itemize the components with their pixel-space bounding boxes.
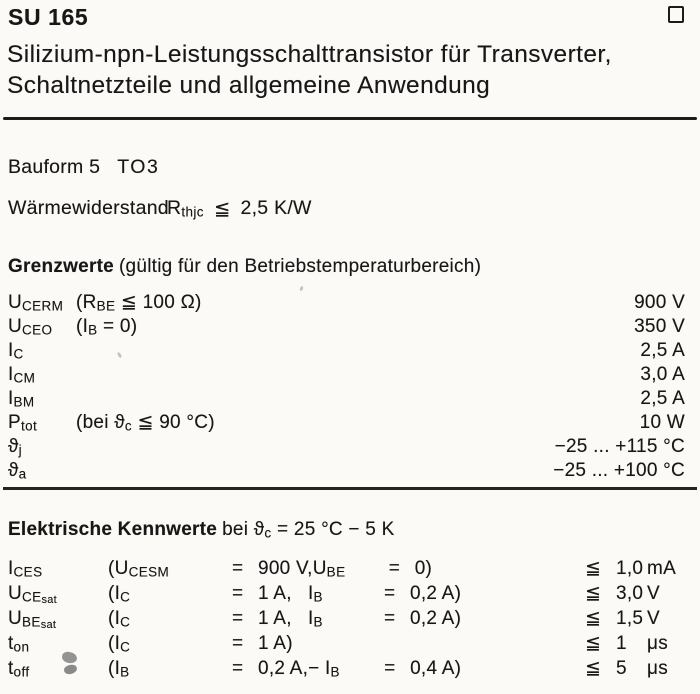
sym2-pre: I [308,608,314,629]
condition-symbol-1 [108,606,232,631]
table-row [8,631,697,656]
symbol-sub: BM [13,394,35,410]
symbol-main: U [8,583,22,604]
relation-sign: ≦ [585,658,602,679]
limit-number: 5 [616,658,627,679]
limit-value: 900 V [634,292,685,313]
cond-post: = 0) [97,316,138,337]
symbol-main: P [8,412,21,433]
limit-value: 350 V [634,316,685,337]
thermal-symbol [167,197,204,221]
table-row [8,411,691,435]
symbol-sub: j [18,442,23,458]
parameter-symbol [8,581,108,606]
parameter-symbol [8,315,76,339]
test-condition [76,291,202,315]
cond-post: = 25 °C − 5 K [271,519,395,540]
sym2-sub: B [313,589,323,605]
equals-sign: = [232,558,244,579]
symbol-main: t [8,658,14,679]
cond-post: ≦ 90 °C) [132,412,215,433]
symbol-main: U [8,608,22,629]
equals-sign: = [232,633,244,654]
grenzwerte-heading [8,256,481,278]
symbol-sub: CERM [21,298,64,314]
sym2-sub: BE [326,564,346,580]
condition-value-2: 0) [414,558,433,579]
horizontal-rule-middle [3,487,697,490]
description-line-1: Silizium-npn-Leistungsschalttransistor für Transverter, [7,41,612,68]
condition-value-2: 0,2 A) [410,608,462,629]
relation-sign: ≦ [585,608,602,629]
condition-symbol-2 [308,606,384,631]
limit-value: −25 ... +100 °C [553,460,685,481]
relation-sign: ≦ [585,558,602,579]
kennwerte-heading [8,519,395,541]
test-condition [76,411,215,435]
cond-pre: (bei ϑ [76,412,125,433]
equals-sign: = [388,558,401,579]
open-sub: B [120,664,130,680]
symbol-sub: BE [21,614,41,630]
cond-pre: (I [76,316,89,337]
condition-symbol-1 [108,556,232,581]
condition-value-1: 0,2 A, [258,658,309,679]
package-type: TO3 [117,156,160,178]
table-row [8,459,691,483]
package-line [8,156,159,179]
equals-sign: = [232,658,244,679]
symbol-sub: on [13,639,30,655]
cond-sub: BE [96,298,116,314]
limit-unit: μs [647,633,668,654]
symbol-main: I [8,340,14,361]
condition-symbol-1 [108,656,232,681]
condition-value-1: 900 V, [258,558,313,579]
symbol-sub: C [13,346,24,362]
equals-sign [384,631,410,656]
equals-sign: = [384,658,396,679]
table-row [8,315,691,339]
heading-condition [222,519,395,540]
open-sub: CESM [128,564,170,580]
limit-value: −25 ... +115 °C [554,436,685,457]
condition-value-1: 1 A, [258,583,292,604]
condition-value-1: 1 A) [258,633,293,654]
symbol-main: R [167,197,182,219]
condition-value-1: 1 A, [258,608,292,629]
parameter-symbol [8,631,108,656]
relation-sign: ≦ [585,633,602,654]
limit-unit: V [647,608,660,629]
bauform-label: Bauform 5 [8,156,101,178]
horizontal-rule-top [3,117,697,120]
symbol-sub2: sat [41,594,57,606]
limit-value: 10 W [639,412,685,433]
table-row [8,435,691,459]
description-line-2: Schaltnetzteile und allgemeine Anwendung [7,72,491,99]
kennwerte-table [8,556,697,681]
condition-symbol-1 [108,581,232,606]
open-pre: (I [108,658,121,679]
open-pre: (I [108,633,121,654]
limit-number: 1,5 [616,608,644,629]
parameter-symbol [8,459,76,483]
corner-square-mark [668,6,684,23]
thermal-resistance-line [8,197,312,221]
symbol-main: t [8,633,14,654]
condition-value-2: 0,2 A) [410,583,462,604]
parameter-symbol [8,339,76,363]
sym2-pre: I [308,583,314,604]
symbol-main: I [8,364,14,385]
parameter-symbol [8,411,76,435]
heading-rest: (gültig für den Betriebstemperaturbereich) [118,256,482,277]
test-condition [76,315,137,339]
symbol-main: I [8,388,14,409]
cond-sub: c [264,525,272,541]
relation-sign: ≦ [585,583,602,604]
relation-sign: ≦ [213,198,231,220]
equals-sign: = [384,608,396,629]
thermal-label: Wärmewiderstand [8,197,169,219]
open-pre: (I [108,608,121,629]
condition-symbol-2 [308,631,384,656]
parameter-symbol [8,435,76,459]
condition-symbol-2 [313,556,389,581]
grenzwerte-table [8,291,691,483]
parameter-symbol [8,556,108,581]
symbol-sub: CEO [21,322,53,338]
open-pre: (U [108,558,129,579]
limit-unit: mA [647,558,676,579]
table-row [8,606,697,631]
symbol-main: ϑ [8,460,19,481]
symbol-sub: thjc [181,204,204,220]
equals-sign: = [384,583,396,604]
heading-bold: Grenzwerte [8,256,114,277]
cond-sub: c [124,418,133,434]
table-row [8,656,697,681]
limit-unit: μs [647,658,668,679]
sym2-pre: − I [308,658,331,679]
condition-value-2: 0,4 A) [410,658,462,679]
limit-value: 3,0 A [640,364,685,385]
parameter-symbol [8,387,76,411]
table-row [8,581,697,606]
condition-symbol-2 [308,581,384,606]
table-row [8,387,691,411]
parameter-symbol [8,291,76,315]
symbol-main: U [8,292,22,313]
open-pre: (I [108,583,121,604]
parameter-symbol [8,656,108,681]
sym2-sub: B [330,664,340,680]
cond-pre: (R [76,292,97,313]
symbol-sub: CES [13,564,43,580]
symbol-sub: off [13,664,30,680]
symbol-main: ϑ [8,436,19,457]
symbol-main: I [8,558,14,579]
table-row [8,556,697,581]
sym2-pre: U [312,558,327,579]
symbol-main: U [8,316,22,337]
limit-unit: V [647,583,660,604]
open-sub: C [120,639,131,655]
symbol-sub: a [18,466,27,482]
symbol-sub: CM [13,370,36,386]
table-row [8,291,691,315]
symbol-sub: CE [21,589,42,605]
condition-symbol-1 [108,631,232,656]
limit-number: 1 [616,633,627,654]
limit-number: 1,0 [616,558,644,579]
symbol-sub: tot [20,418,38,434]
parameter-symbol [8,606,108,631]
sym2-sub: B [313,614,323,630]
parameter-symbol [8,363,76,387]
device-description [7,39,612,101]
heading-bold: Elektrische Kennwerte [8,519,218,540]
condition-symbol-2 [308,656,384,681]
cond-pre: bei ϑ [222,519,265,540]
open-sub: C [120,614,131,630]
cond-sub: B [88,322,98,338]
limit-value: 2,5 A [640,340,685,361]
symbol-sub2: sat [40,619,57,631]
cond-post: ≦ 100 Ω) [115,292,202,313]
table-row [8,339,691,363]
limit-value: 2,5 A [640,388,685,409]
limit-number: 3,0 [616,583,644,604]
part-number-title: SU 165 [8,4,89,30]
equals-sign: = [232,608,244,629]
thermal-value: 2,5 K/W [240,197,312,219]
table-row [8,363,691,387]
equals-sign: = [232,583,244,604]
open-sub: C [120,589,131,605]
